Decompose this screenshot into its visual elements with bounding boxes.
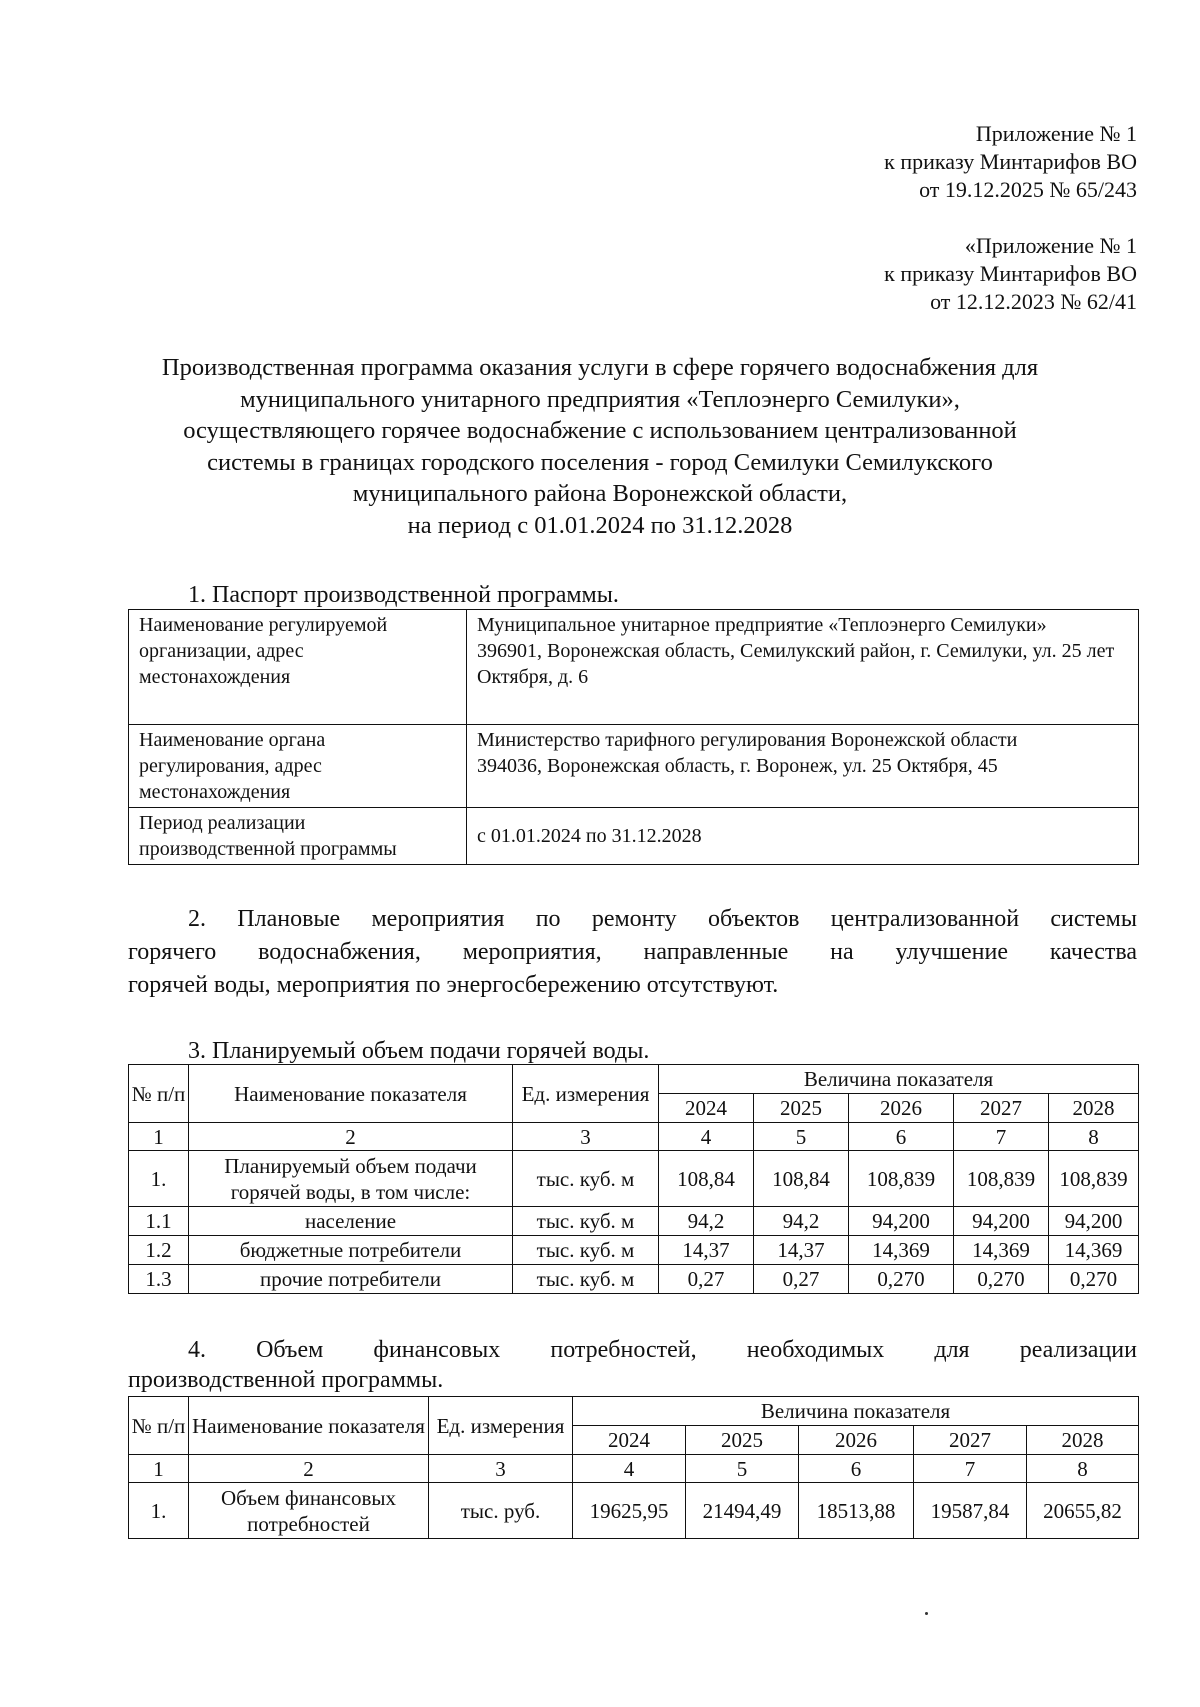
column-number: 7 [954, 1123, 1049, 1151]
water-volume-table [128, 1064, 1139, 1294]
column-number: 4 [659, 1123, 754, 1151]
column-number: 8 [1027, 1455, 1139, 1483]
paragraph-line: 2. Плановые мероприятия по ремонту объектов централизованной системы [188, 906, 1137, 932]
section4-heading [128, 1334, 1137, 1393]
header-year: 2025 [754, 1094, 849, 1123]
row-value: 20655,82 [1027, 1483, 1139, 1539]
column-number: 3 [429, 1455, 573, 1483]
financial-needs-table [128, 1396, 1139, 1539]
heading-line: 4. Объем финансовых потребностей, необходимых для реализации [188, 1337, 1137, 1363]
header-year: 2026 [849, 1094, 954, 1123]
row-value: 14,37 [659, 1236, 754, 1265]
value-line: Министерство тарифного регулирования Воронежской области [477, 729, 1018, 751]
header-num: № п/п [129, 1397, 189, 1455]
document-title [60, 352, 1140, 541]
row-num: 1. [129, 1151, 189, 1207]
column-number-row [129, 1455, 1139, 1483]
row-value: 108,839 [849, 1151, 954, 1207]
table-row [129, 1265, 1139, 1294]
header-year: 2024 [573, 1426, 686, 1455]
heading-line: производственной программы. [128, 1367, 444, 1393]
row-value: 0,270 [1049, 1265, 1139, 1294]
header-year: 2027 [914, 1426, 1027, 1455]
row-value: 94,200 [954, 1207, 1049, 1236]
row-value: 19625,95 [573, 1483, 686, 1539]
column-number: 4 [573, 1455, 686, 1483]
section1-heading: 1. Паспорт производственной программы. [188, 582, 619, 608]
table-row [129, 1151, 1139, 1207]
table-row [129, 1236, 1139, 1265]
column-number: 2 [189, 1123, 513, 1151]
title-line: осуществляющего горячее водоснабжение с использованием централизованной [183, 417, 1017, 444]
row-name: прочие потребители [189, 1265, 513, 1294]
column-number-row [129, 1123, 1139, 1151]
annex-previous-header [884, 232, 1137, 316]
value-line: с 01.01.2024 по 31.12.2028 [477, 825, 702, 847]
row-value: 14,369 [849, 1236, 954, 1265]
table-cell-value [467, 610, 1139, 725]
table-header-row [129, 1397, 1139, 1426]
table-row [129, 610, 1139, 725]
column-number: 6 [799, 1455, 914, 1483]
header-year: 2025 [686, 1426, 799, 1455]
row-num: 1.3 [129, 1265, 189, 1294]
row-value: 94,2 [754, 1207, 849, 1236]
passport-table [128, 609, 1139, 865]
column-number: 3 [513, 1123, 659, 1151]
row-num: 1. [129, 1483, 189, 1539]
value-line: Муниципальное унитарное предприятие «Теплоэнерго Семилуки» [477, 614, 1047, 636]
column-number: 2 [189, 1455, 429, 1483]
row-value: 14,369 [954, 1236, 1049, 1265]
paragraph-line: горячего водоснабжения, мероприятия, направленные на улучшение качества [128, 939, 1137, 965]
row-value: 0,27 [754, 1265, 849, 1294]
title-line: системы в границах городского поселения - город Семилуки Семилукского [207, 448, 993, 476]
row-value: 94,200 [1049, 1207, 1139, 1236]
row-value: 0,27 [659, 1265, 754, 1294]
annex-line: к приказу Минтарифов ВО [884, 261, 1137, 286]
header-value-group: Величина показателя [573, 1397, 1139, 1426]
table-cell-value [467, 725, 1139, 808]
annex-line: от 19.12.2025 № 65/243 [919, 177, 1137, 202]
paragraph-line: горячей воды, мероприятия по энергосбережению отсутствуют. [128, 972, 779, 998]
row-num: 1.1 [129, 1207, 189, 1236]
row-name: население [189, 1207, 513, 1236]
row-name: Объем финансовых потребностей [189, 1483, 429, 1539]
row-value: 18513,88 [799, 1483, 914, 1539]
title-line: на период с 01.01.2024 по 31.12.2028 [407, 511, 793, 539]
header-name: Наименование показателя [189, 1397, 429, 1455]
table-cell-label: Наименование органа регулирования, адрес местонахождения [129, 725, 467, 808]
title-line: муниципального унитарного предприятия «Теплоэнерго Семилуки», [240, 385, 960, 413]
title-line: Производственная программа оказания услуги в сфере горячего водоснабжения для [161, 354, 1039, 381]
column-number: 8 [1049, 1123, 1139, 1151]
row-value: 19587,84 [914, 1483, 1027, 1539]
table-cell-value [467, 808, 1139, 865]
column-number: 7 [914, 1455, 1027, 1483]
table-header-row [129, 1065, 1139, 1094]
table-row [129, 808, 1139, 865]
header-year: 2028 [1027, 1426, 1139, 1455]
row-unit: тыс. куб. м [513, 1207, 659, 1236]
scan-speck [925, 1612, 928, 1615]
annex-line: «Приложение № 1 [964, 233, 1137, 258]
table-row [129, 1483, 1139, 1539]
annex-line: от 12.12.2023 № 62/41 [930, 289, 1137, 314]
table-row [129, 725, 1139, 808]
section3-heading: 3. Планируемый объем подачи горячей воды. [188, 1038, 650, 1064]
header-year: 2027 [954, 1094, 1049, 1123]
table-cell-label: Наименование регулируемой организации, адрес местонахождения [129, 610, 467, 725]
column-number: 1 [129, 1123, 189, 1151]
header-unit: Ед. измерения [513, 1065, 659, 1123]
title-line: муниципального района Воронежской области, [352, 480, 848, 507]
row-value: 94,200 [849, 1207, 954, 1236]
header-year: 2028 [1049, 1094, 1139, 1123]
header-name: Наименование показателя [189, 1065, 513, 1123]
row-value: 108,84 [754, 1151, 849, 1207]
row-value: 108,839 [1049, 1151, 1139, 1207]
column-number: 6 [849, 1123, 954, 1151]
table-cell-label: Период реализации производственной программы [129, 808, 467, 865]
row-unit: тыс. куб. м [513, 1265, 659, 1294]
row-num: 1.2 [129, 1236, 189, 1265]
row-name: бюджетные потребители [189, 1236, 513, 1265]
annex-line: к приказу Минтарифов ВО [884, 149, 1137, 174]
header-year: 2026 [799, 1426, 914, 1455]
row-value: 0,270 [849, 1265, 954, 1294]
annex-line: Приложение № 1 [975, 121, 1137, 146]
row-unit: тыс. руб. [429, 1483, 573, 1539]
header-year: 2024 [659, 1094, 754, 1123]
row-unit: тыс. куб. м [513, 1236, 659, 1265]
section2-paragraph [128, 903, 1137, 1002]
annex-current-header [884, 120, 1137, 204]
column-number: 5 [686, 1455, 799, 1483]
header-num: № п/п [129, 1065, 189, 1123]
value-line: 396901, Воронежская область, Семилукский район, г. Семилуки, ул. 25 лет Октября, д. 6 [477, 640, 1115, 688]
header-unit: Ед. измерения [429, 1397, 573, 1455]
row-name: Планируемый объем подачи горячей воды, в том числе: [189, 1151, 513, 1207]
column-number: 5 [754, 1123, 849, 1151]
row-value: 108,839 [954, 1151, 1049, 1207]
row-value: 0,270 [954, 1265, 1049, 1294]
column-number: 1 [129, 1455, 189, 1483]
row-unit: тыс. куб. м [513, 1151, 659, 1207]
row-value: 14,369 [1049, 1236, 1139, 1265]
header-value-group: Величина показателя [659, 1065, 1139, 1094]
table-row [129, 1207, 1139, 1236]
row-value: 94,2 [659, 1207, 754, 1236]
value-line: 394036, Воронежская область, г. Воронеж, ул. 25 Октября, 45 [477, 755, 998, 777]
row-value: 21494,49 [686, 1483, 799, 1539]
row-value: 108,84 [659, 1151, 754, 1207]
row-value: 14,37 [754, 1236, 849, 1265]
